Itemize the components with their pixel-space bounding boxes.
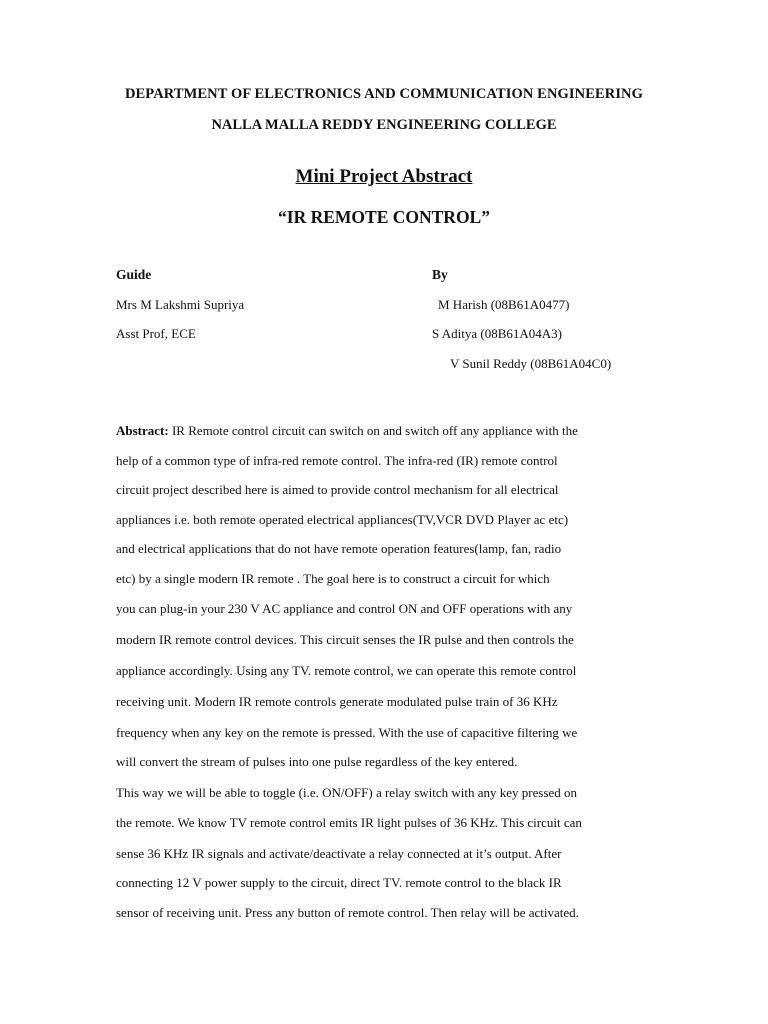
abstract-line: modern IR remote control devices. This circuit senses the IR pulse and then controls the <box>116 632 574 647</box>
abstract-line: appliance accordingly. Using any TV. remote control, we can operate this remote control <box>116 663 577 678</box>
project-title: “IR REMOTE CONTROL” <box>278 207 490 227</box>
authors-heading: By <box>432 267 448 282</box>
abstract-line <box>116 423 578 439</box>
abstract-line: sensor of receiving unit. Press any button of remote control. Then relay will be activated. <box>116 905 579 920</box>
abstract-line: you can plug-in your 230 V AC appliance and control ON and OFF operations with any <box>116 601 573 616</box>
abstract-line: help of a common type of infra-red remote control. The infra-red (IR) remote control <box>116 453 558 468</box>
abstract-line: sense 36 KHz IR signals and activate/deactivate a relay connected at it’s output. After <box>116 846 562 861</box>
abstract-line: receiving unit. Modern IR remote controls generate modulated pulse train of 36 KHz <box>116 694 558 709</box>
abstract-line: connecting 12 V power supply to the circuit, direct TV. remote control to the black IR <box>116 875 562 890</box>
guide-heading: Guide <box>116 267 152 282</box>
abstract-line: circuit project described here is aimed to provide control mechanism for all electrical <box>116 482 559 497</box>
abstract-line: frequency when any key on the remote is pressed. With the use of capacitive filtering we <box>116 725 578 740</box>
guide-designation: Asst Prof, ECE <box>116 326 196 341</box>
abstract-label: Abstract: <box>116 423 169 438</box>
author-member: V Sunil Reddy (08B61A04C0) <box>450 356 612 371</box>
abstract-line: and electrical applications that do not have remote operation features(lamp, fan, radio <box>116 541 562 556</box>
college-heading: NALLA MALLA REDDY ENGINEERING COLLEGE <box>211 117 557 133</box>
guide-name: Mrs M Lakshmi Supriya <box>116 297 245 312</box>
document-title: Mini Project Abstract <box>295 166 473 187</box>
abstract-line: This way we will be able to toggle (i.e. ON/OFF) a relay switch with any key pressed on <box>116 785 578 800</box>
abstract-line: the remote. We know TV remote control emits IR light pulses of 36 KHz. This circuit can <box>116 815 582 830</box>
author-member: S Aditya (08B61A04A3) <box>432 326 562 341</box>
abstract-line: will convert the stream of pulses into one pulse regardless of the key entered. <box>116 754 518 769</box>
abstract-line: appliances i.e. both remote operated electrical appliances(TV,VCR DVD Player ac etc) <box>116 512 569 527</box>
abstract-line: etc) by a single modern IR remote . The goal here is to construct a circuit for which <box>116 571 550 586</box>
abstract-text: IR Remote control circuit can switch on and switch off any appliance with the <box>168 423 578 438</box>
author-member: M Harish (08B61A0477) <box>438 297 570 312</box>
department-heading: DEPARTMENT OF ELECTRONICS AND COMMUNICATION ENGINEERING <box>124 86 644 102</box>
